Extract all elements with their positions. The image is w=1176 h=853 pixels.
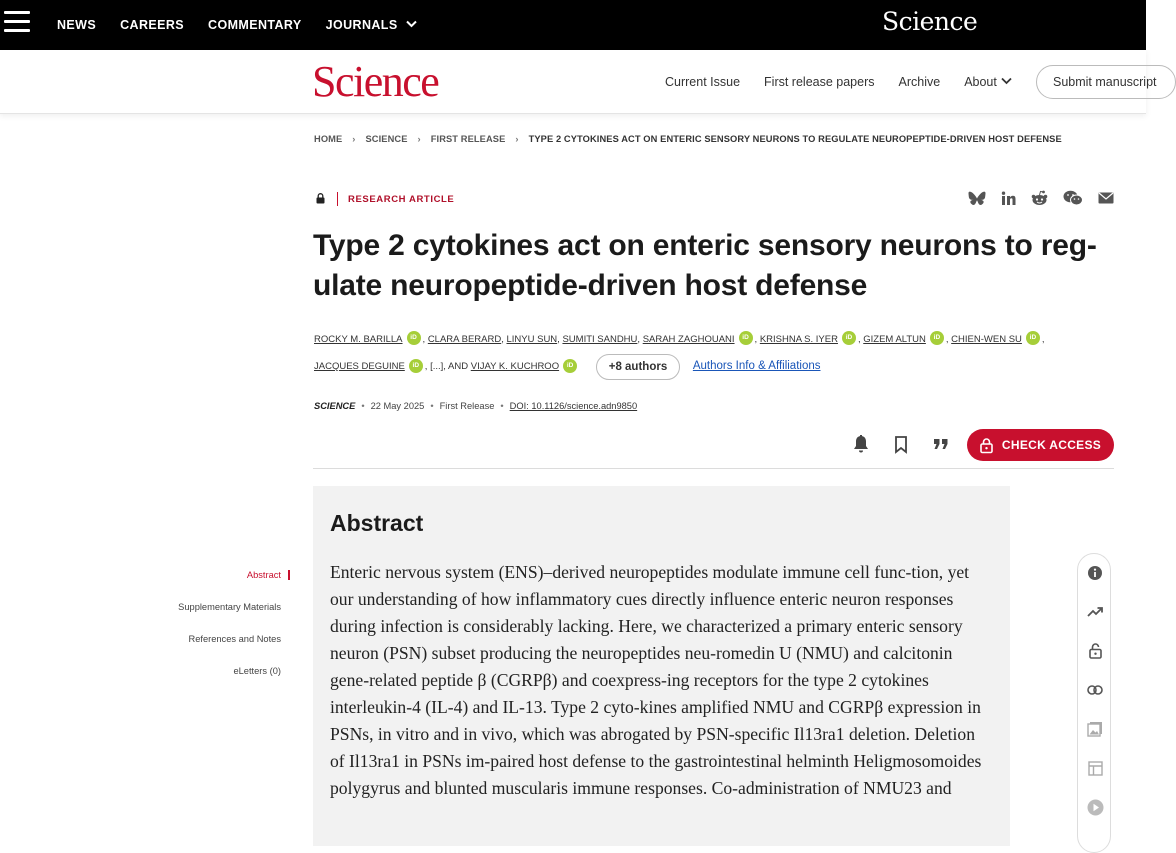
- check-access-label: CHECK ACCESS: [1001, 438, 1102, 452]
- abstract-section: [313, 486, 1010, 846]
- play-icon[interactable]: [1086, 798, 1104, 816]
- science-logo[interactable]: Science: [312, 57, 439, 106]
- chevron-right-icon: ›: [417, 134, 421, 144]
- linkedin-icon[interactable]: [1001, 191, 1016, 206]
- breadcrumb-first-release[interactable]: FIRST RELEASE: [430, 134, 506, 144]
- top-bar: [0, 0, 1146, 50]
- check-access-button[interactable]: [967, 429, 1114, 461]
- breadcrumb-current: TYPE 2 CYTOKINES ACT ON ENTERIC SENSORY NEURONS TO REGULATE NEUROPEPTIDE-DRIVEN HOST DEFENSE: [528, 134, 1062, 144]
- trending-icon[interactable]: [1086, 603, 1104, 621]
- author-name[interactable]: JACQUES DEGUINE: [314, 361, 405, 373]
- section-nav-abstract[interactable]: Abstract: [120, 568, 290, 600]
- link-archive[interactable]: Archive: [898, 75, 941, 89]
- share-bar: [968, 190, 1129, 206]
- menu-icon[interactable]: [4, 11, 30, 33]
- nav-commentary[interactable]: COMMENTARY: [208, 18, 302, 32]
- article-type: RESEARCH ARTICLE: [348, 194, 455, 205]
- link-about[interactable]: [964, 75, 1012, 89]
- authors-affiliations-link[interactable]: Authors Info & Affiliations: [692, 360, 821, 372]
- nav-journals[interactable]: [326, 18, 417, 32]
- divider: [313, 468, 1114, 469]
- bell-icon[interactable]: [852, 434, 870, 454]
- orcid-icon[interactable]: iD: [407, 331, 421, 345]
- top-logo[interactable]: Science: [882, 7, 978, 36]
- authors-ellipsis[interactable]: [...]: [430, 361, 444, 373]
- pub-date: 22 May 2025: [370, 401, 425, 411]
- doi-link[interactable]: DOI: 10.1126/science.adn9850: [509, 401, 638, 411]
- journal-nav: [665, 50, 1036, 114]
- bluesky-icon[interactable]: [968, 191, 986, 206]
- nav-news[interactable]: NEWS: [57, 18, 97, 32]
- author-name[interactable]: VIJAY K. KUCHROO: [470, 361, 560, 373]
- link-current-issue[interactable]: Current Issue: [665, 75, 741, 89]
- author-name[interactable]: ROCKY M. BARILLA: [314, 334, 403, 345]
- lock-icon: [316, 193, 325, 204]
- author-name[interactable]: SUMITI SANDHU: [562, 334, 638, 345]
- section-nav: [120, 568, 290, 696]
- link-about-label: About: [964, 75, 997, 89]
- breadcrumb-science[interactable]: SCIENCE: [365, 134, 408, 144]
- breadcrumb-home[interactable]: HOME: [314, 134, 343, 144]
- link-icon[interactable]: [1086, 681, 1104, 699]
- breadcrumb: [314, 134, 1062, 144]
- orcid-icon[interactable]: iD: [739, 331, 753, 345]
- reddit-icon[interactable]: [1031, 190, 1048, 206]
- section-nav-supplementary[interactable]: Supplementary Materials: [178, 602, 281, 612]
- author-name[interactable]: LINYU SUN: [506, 334, 558, 345]
- wechat-icon[interactable]: [1063, 190, 1083, 206]
- orcid-icon[interactable]: iD: [842, 331, 856, 345]
- more-authors-button[interactable]: +8 authors: [596, 354, 680, 380]
- submit-manuscript-button[interactable]: Submit manuscript: [1036, 65, 1176, 99]
- abstract-text: Enteric nervous system (ENS)–derived neuropeptides modulate immune cell func-tion, yet our understanding of how inflammatory cues directly influence enteric neuron responses during infection is considerably lacking. Here, we characterized a primary enteric sensory neuron (PSN) subset producing the neuropeptides neu-romedin U (NMU) and calcitonin gene-related peptide β (CGRPβ) and coexpress-ing receptors for the type 2 cytokines interleukin-4 (IL-4) and IL-13. Type 2 cyto-kines amplified NMU and CGRPβ expression in PSNs, in vitro and in vivo, which was abrogated by PSN-specific Il13ra1 deletion. Deletion of Il13ra1 in PSNs im-paired host defense to the gastrointestinal helminth Heligmosomoides polygyrus and blunted muscularis immune responses. Co-administration of NMU23 and: [330, 562, 982, 798]
- email-icon[interactable]: [1098, 192, 1114, 204]
- table-icon[interactable]: [1086, 759, 1104, 777]
- chevron-right-icon: ›: [352, 134, 356, 144]
- article-tools: [852, 434, 972, 454]
- chevron-right-icon: ›: [515, 134, 519, 144]
- lock-icon: [980, 438, 993, 453]
- orcid-icon[interactable]: iD: [1026, 331, 1040, 345]
- author-name[interactable]: CHIEN-WEN SU: [951, 334, 1022, 345]
- author-name[interactable]: SARAH ZAGHOUANI: [642, 334, 735, 345]
- author-name[interactable]: KRISHNA S. IYER: [759, 334, 838, 345]
- abstract-heading: Abstract: [330, 510, 424, 536]
- side-toolbar: [1077, 553, 1111, 853]
- publication-info: SCIENCE • 22 May 2025 • First Release • DOI: 10.1126/science.adn9850: [314, 401, 638, 411]
- section-nav-references[interactable]: References and Notes: [188, 634, 281, 644]
- bookmark-icon[interactable]: [892, 434, 910, 454]
- author-list: ROCKY M. BARILLA iD , CLARA BERARD, LINYU SUN, SUMITI SANDHU, SARAH ZAGHOUANI iD , KRISHNA S. IYER iD , GIZEM ALTUN iD , CHIEN-WEN SU iD , JACQUES DEGUINE iD , [...], AND VIJAY K. KUCHROO iD +8 authors Authors Info & Affiliations: [314, 326, 1114, 380]
- unlock-icon[interactable]: [1086, 642, 1104, 660]
- author-name[interactable]: GIZEM ALTUN: [863, 334, 926, 345]
- link-first-release[interactable]: First release papers: [764, 75, 875, 89]
- chevron-down-icon: [406, 20, 417, 31]
- divider: [337, 192, 338, 206]
- pub-status: First Release: [439, 401, 495, 411]
- orcid-icon[interactable]: iD: [409, 359, 423, 373]
- orcid-icon[interactable]: iD: [563, 359, 577, 373]
- info-icon[interactable]: [1086, 564, 1104, 582]
- journal-name: SCIENCE: [314, 401, 356, 411]
- author-name[interactable]: CLARA BERARD: [427, 334, 502, 345]
- nav-journals-label: JOURNALS: [325, 18, 398, 32]
- authors-and: AND: [448, 361, 469, 373]
- orcid-icon[interactable]: iD: [930, 331, 944, 345]
- quote-icon[interactable]: [932, 434, 950, 454]
- top-nav: [57, 0, 441, 50]
- article-title: Type 2 cytokines act on enteric sensory neurons to reg-ulate neuropeptide-driven host defense: [313, 229, 1097, 302]
- chevron-down-icon: [1001, 77, 1012, 88]
- images-icon[interactable]: [1086, 720, 1104, 738]
- nav-careers[interactable]: CAREERS: [120, 18, 185, 32]
- site-header: [0, 50, 1157, 114]
- section-nav-eletters[interactable]: eLetters (0): [233, 666, 281, 676]
